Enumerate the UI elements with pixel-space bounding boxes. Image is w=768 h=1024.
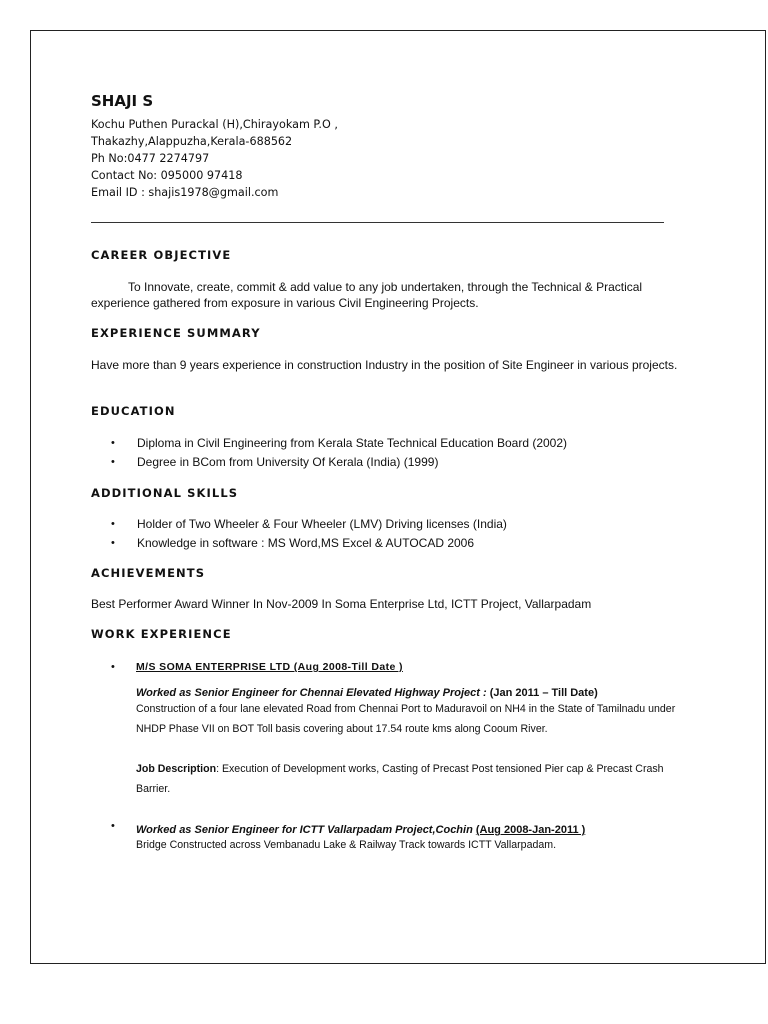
company-name: M/S SOMA ENTERPRISE LTD (Aug 2008-Till Date ): [136, 661, 403, 673]
job-2-dates: (Aug 2008-Jan-2011 ): [475, 824, 586, 836]
job-2-role-line: [136, 820, 696, 838]
section-title-achievements: ACHIEVEMENTS: [91, 566, 206, 580]
bullet-icon: •: [111, 456, 115, 468]
job-1-job-description: [136, 759, 676, 799]
address-line-2: Thakazhy,Alappuzha,Kerala-688562: [91, 135, 293, 148]
job-description-text: : Execution of Development works, Casting of Precast Post tensioned Pier cap & Precast Crash Barrier.: [136, 763, 664, 795]
section-title-career-objective: CAREER OBJECTIVE: [91, 248, 232, 262]
job-1-role: Worked as Senior Engineer for Chennai Elevated Highway Project :: [136, 687, 490, 699]
job-description-label: Job Description: [136, 763, 217, 775]
education-item: • Degree in BCom from University Of Kerala (India) (1999): [91, 453, 567, 472]
education-item: • Diploma in Civil Engineering from Kerala State Technical Education Board (2002): [91, 434, 567, 453]
experience-summary-text: Have more than 9 years experience in construction Industry in the position of Site Engineer in various projects.: [91, 358, 678, 372]
job-2-description: Bridge Constructed across Vembanadu Lake & Railway Track towards ICTT Vallarpadam.: [136, 839, 557, 851]
contact-block: [91, 116, 338, 201]
job-2-role: Worked as Senior Engineer for ICTT Vallarpadam Project,Cochin: [136, 824, 476, 836]
section-title-work-experience: WORK EXPERIENCE: [91, 627, 232, 641]
education-list: [91, 434, 567, 472]
bullet-icon: •: [111, 518, 115, 530]
bullet-icon: •: [111, 437, 115, 449]
applicant-name: SHAJI S: [91, 92, 154, 110]
career-objective-text: To Innovate, create, commit & add value to any job undertaken, through the Technical & Practical experience gathered from exposure in various Civil Engineering Projects.: [91, 280, 643, 310]
skill-item: • Holder of Two Wheeler & Four Wheeler (LMV) Driving licenses (India): [91, 515, 507, 534]
bullet-icon: •: [111, 661, 115, 673]
skills-list: [91, 515, 507, 553]
achievements-text: Best Performer Award Winner In Nov-2009 In Soma Enterprise Ltd, ICTT Project, Vallarpadam: [91, 597, 592, 611]
section-title-experience-summary: EXPERIENCE SUMMARY: [91, 326, 261, 340]
job-1-description: Construction of a four lane elevated Road from Chennai Port to Maduravoil on NH4 in the State of Tamilnadu under NHDP Phase VII on BOT Toll basis covering about 17.54 route kms along Cooum River.: [136, 703, 676, 735]
bullet-icon: •: [111, 537, 115, 549]
section-title-education: EDUCATION: [91, 404, 176, 418]
bullet-icon: •: [111, 820, 115, 832]
job-1-dates: (Jan 2011 – Till Date): [489, 687, 598, 699]
header-divider: [91, 222, 664, 223]
address-line-1: Kochu Puthen Purackal (H),Chirayokam P.O ,: [91, 118, 338, 131]
skill-item: • Knowledge in software : MS Word,MS Excel & AUTOCAD 2006: [91, 534, 507, 553]
email-address: Email ID : shajis1978@gmail.com: [91, 186, 279, 199]
phone-number: Ph No:0477 2274797: [91, 152, 210, 165]
contact-number: Contact No: 095000 97418: [91, 169, 243, 182]
section-title-additional-skills: ADDITIONAL SKILLS: [91, 486, 239, 500]
